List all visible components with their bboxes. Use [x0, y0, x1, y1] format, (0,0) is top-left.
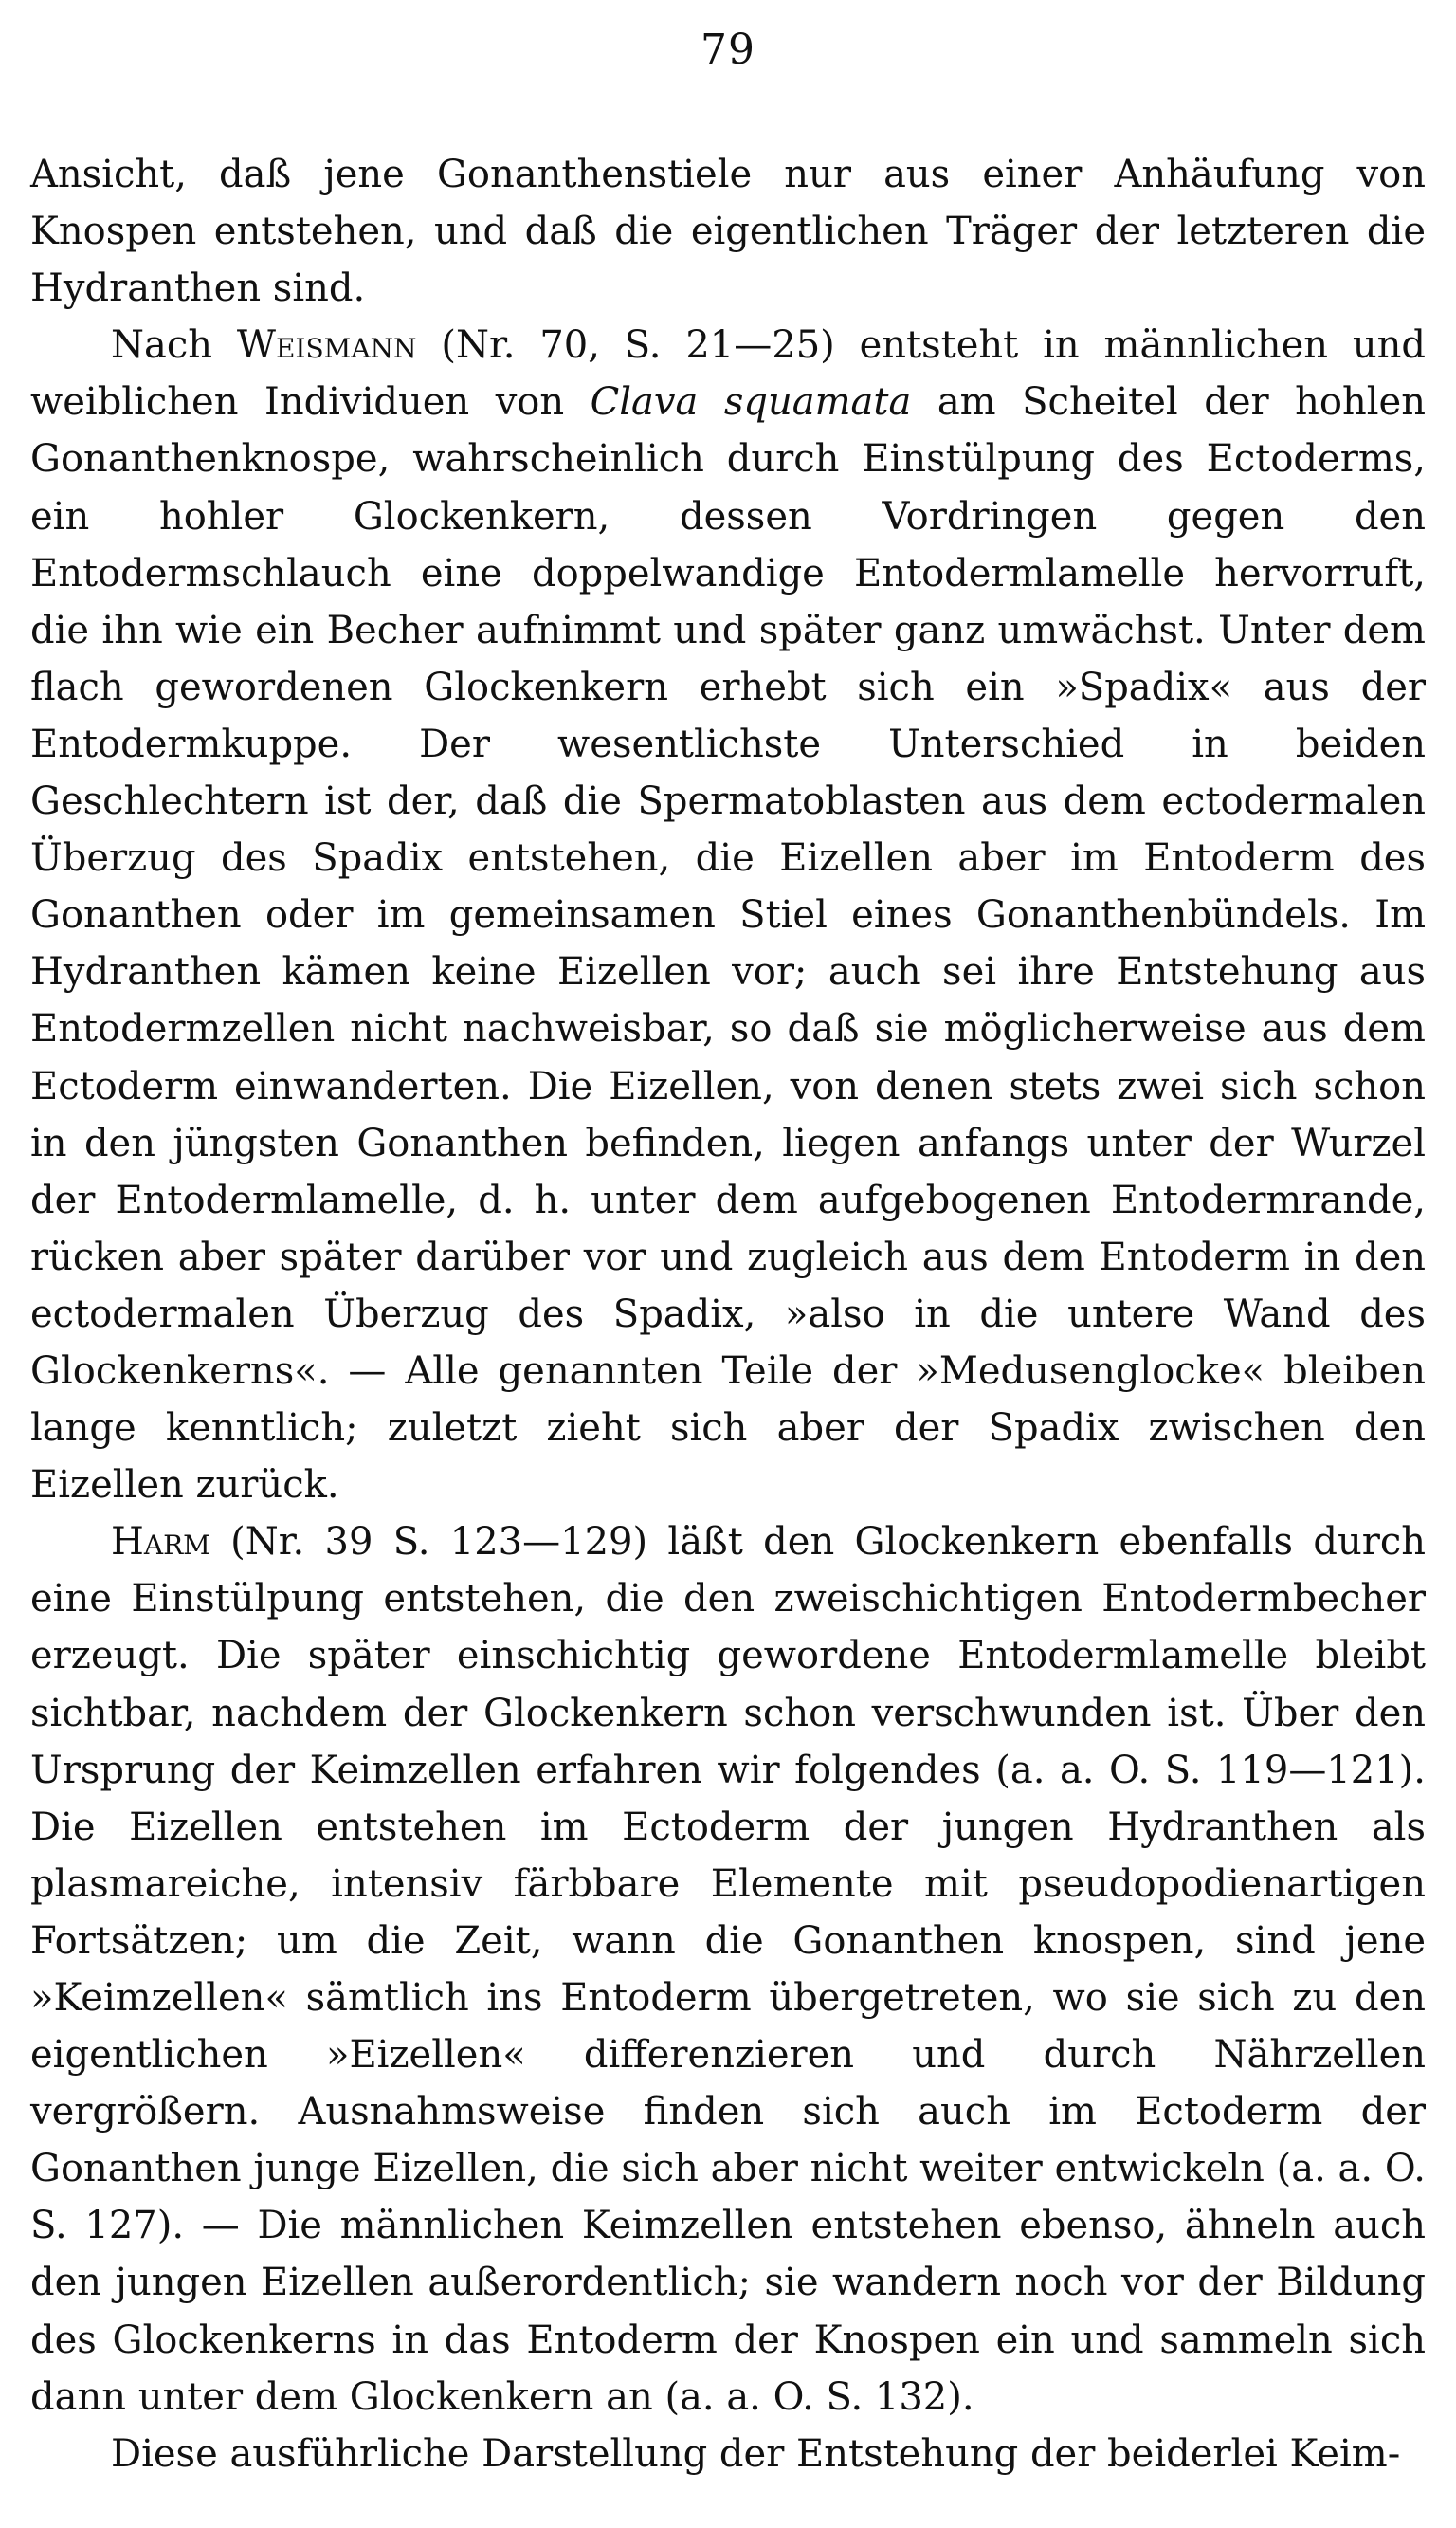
author-name: Harm [111, 1520, 210, 1565]
body-text [30, 146, 1426, 2482]
page [30, 0, 1426, 2482]
paragraph-text: Nach [111, 323, 237, 368]
paragraph-text: am Scheitel der hohlen Gonanthenknospe, wahrscheinlich durch Einstülpung des Ectoderms, ein hohler Glockenkern, dessen Vordringen gegen den Entodermschlauch eine doppelwandige Entodermlamelle hervorruft, die ihn wie ein Becher aufnimmt und später ganz umwächst. Unter dem flach gewordenen Glockenkern erhebt sich ein »Spadix« aus der Entodermkuppe. Der wesentlichste Unterschied in beiden Geschlechtern ist der, daß die Spermatoblasten aus dem ectodermalen Überzug des Spadix entstehen, die Eizellen aber im Entoderm des Gonanthen oder im gemeinsamen Stiel eines Gonanthenbündels. Im Hydranthen kämen keine Eizellen vor; auch sei ihre Entstehung aus Entodermzellen nicht nachweisbar, so daß sie möglicherweise aus dem Ectoderm einwanderten. Die Eizellen, von denen stets zwei sich schon in den jüngsten Gonanthen befinden, liegen anfangs unter der Wurzel der Entodermlamelle, d. h. unter dem aufgebogenen Entodermrande, rücken aber später darüber vor und zugleich aus dem Entoderm in den ectodermalen Überzug des Spadix, »also in die untere Wand des Glockenkerns«. — Alle genannten Teile der »Medusenglocke« bleiben lange kenntlich; zuletzt zieht sich aber der Spadix zwischen den Eizellen zurück. [30, 380, 1426, 1508]
paragraph-final [30, 2426, 1426, 2482]
paragraph-text: (Nr. 70, S. 21—25) entsteht in männlichen und weiblichen Individuen von [30, 323, 1426, 425]
paragraph-text: (Nr. 39 S. 123—129) läßt den Glockenkern ebenfalls durch eine Einstülpung entstehen, die den zweischichtigen Entodermbecher erzeugt. Die später einschichtig gewordene Entodermlamelle bleibt sichtbar, nachdem der Glockenkern schon verschwunden ist. Über den Ursprung der Keimzellen erfahren wir folgendes (a. a. O. S. 119—121). Die Eizellen entstehen im Ectoderm der jungen Hydranthen als plasmareiche, intensiv färbbare Elemente mit pseudopodienartigen Fortsätzen; um die Zeit, wann die Gonanthen knospen, sind jene »Keimzellen« sämtlich ins Entoderm übergetreten, wo sie sich zu den eigentlichen »Eizellen« differenzieren und durch Nährzellen vergrößern. Ausnahmsweise finden sich auch im Ectoderm der Gonanthen junge Eizellen, die sich aber nicht weiter entwickeln (a. a. O. S. 127). — Die männlichen Keimzellen entstehen ebenso, ähneln auch den jungen Eizellen außerordentlich; sie wandern noch vor der Bildung des Glockenkerns in das Entoderm der Knospen ein und sammeln sich dann unter dem Glockenkern an (a. a. O. S. 132). [30, 1520, 1426, 2419]
paragraph-continuation [30, 146, 1426, 317]
paragraph-text: Ansicht, daß jene Gonanthenstiele nur aus einer Anhäufung von Knospen entstehen, und daß die eigentlichen Träger der letzteren die Hydranthen sind. [30, 153, 1426, 311]
species-name: Clava squamata [590, 380, 912, 425]
paragraph-harm [30, 1513, 1426, 2426]
author-name: Weismann [236, 323, 417, 368]
paragraph-text: Diese ausführliche Darstellung der Entstehung der beiderlei Keim- [111, 2431, 1401, 2476]
paragraph-weismann [30, 317, 1426, 1513]
page-number: 79 [701, 26, 755, 74]
